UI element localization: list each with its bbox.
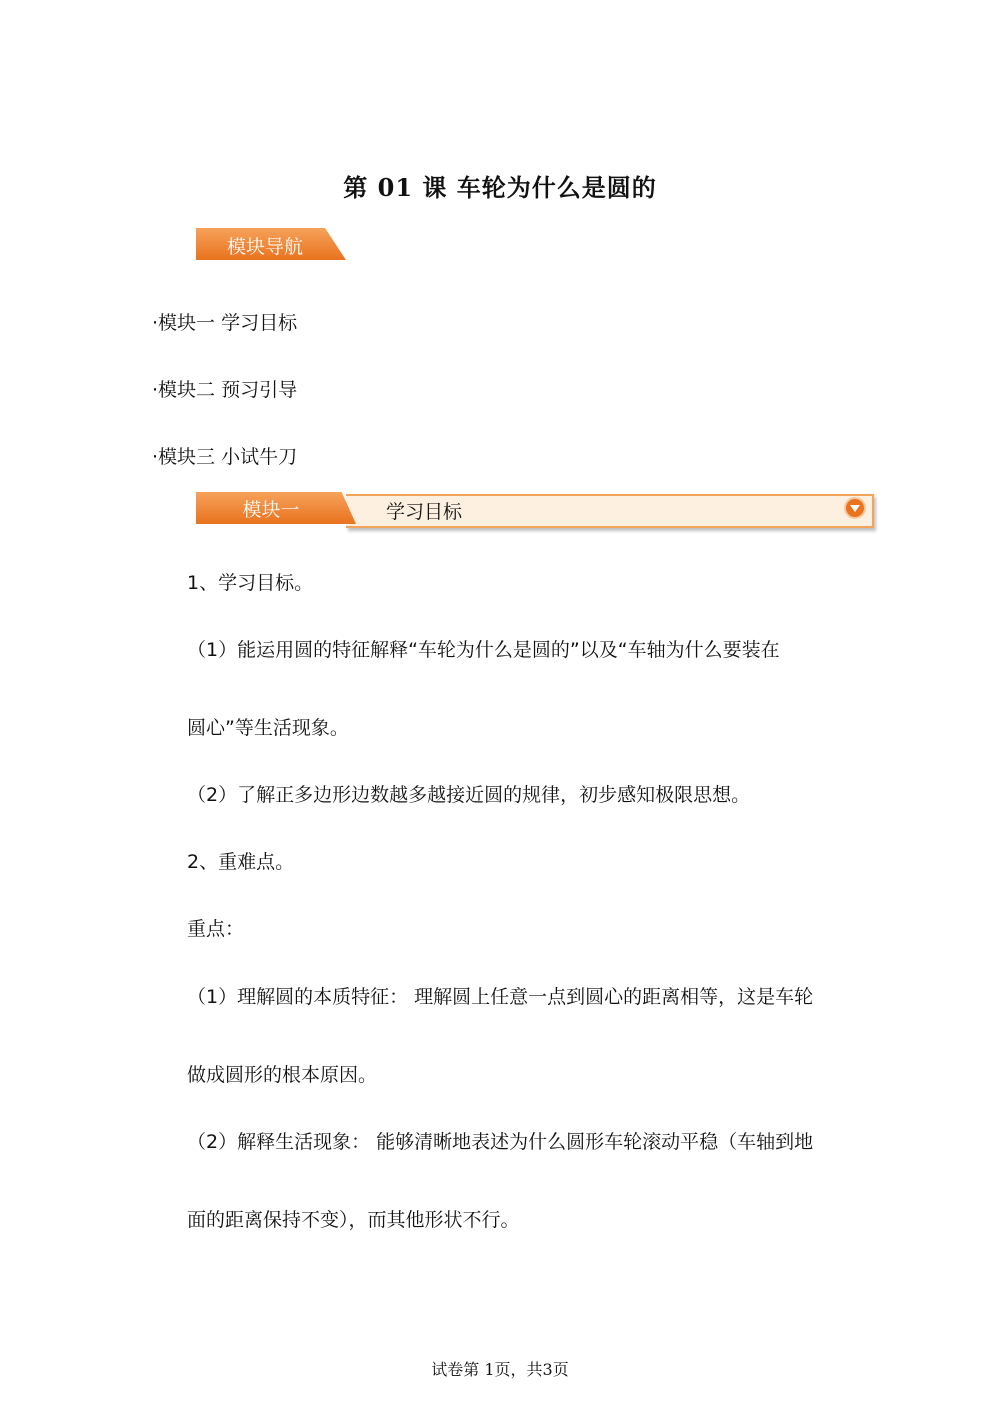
module-nav-badge	[196, 228, 346, 260]
paragraph-2: （1）能运用圆的特征解释“车轮为什么是圆的”以及“车轴为什么要装在	[187, 639, 780, 661]
badge-label: 模块导航	[226, 236, 303, 258]
paragraph-3: 圆心”等生活现象。	[187, 717, 349, 739]
paragraph-4: （2）了解正多边形边数越多越接近圆的规律，初步感知极限思想。	[187, 784, 751, 806]
paragraph-10: 面的距离保持不变），而其他形状不行。	[187, 1209, 520, 1231]
page-footer: 试卷第 1页，共3页	[431, 1360, 569, 1379]
chevron-down-circle-icon[interactable]	[844, 497, 866, 519]
paragraph-9: （2）解释生活现象： 能够清晰地表述为什么圆形车轮滚动平稳（车轴到地	[187, 1131, 814, 1153]
toc-item-1[interactable]: ·模块一 学习目标	[152, 312, 298, 334]
paragraph-1: 1、学习目标。	[187, 572, 314, 594]
paragraph-7: （1）理解圆的本质特征： 理解圆上任意一点到圆心的距离相等，这是车轮	[187, 986, 814, 1008]
module-title: 学习目标	[386, 501, 463, 523]
paragraph-6: 重点：	[187, 918, 245, 940]
page-title: 第 01 课 车轮为什么是圆的	[343, 173, 657, 202]
paragraph-8: 做成圆形的根本原因。	[187, 1064, 378, 1086]
paragraph-5: 2、重难点。	[187, 851, 295, 873]
toc-item-3[interactable]: ·模块三 小试牛刀	[152, 446, 298, 468]
module-header-bar	[196, 492, 876, 526]
toc-item-2[interactable]: ·模块二 预习引导	[152, 379, 298, 401]
module-number: 模块一	[242, 499, 300, 521]
